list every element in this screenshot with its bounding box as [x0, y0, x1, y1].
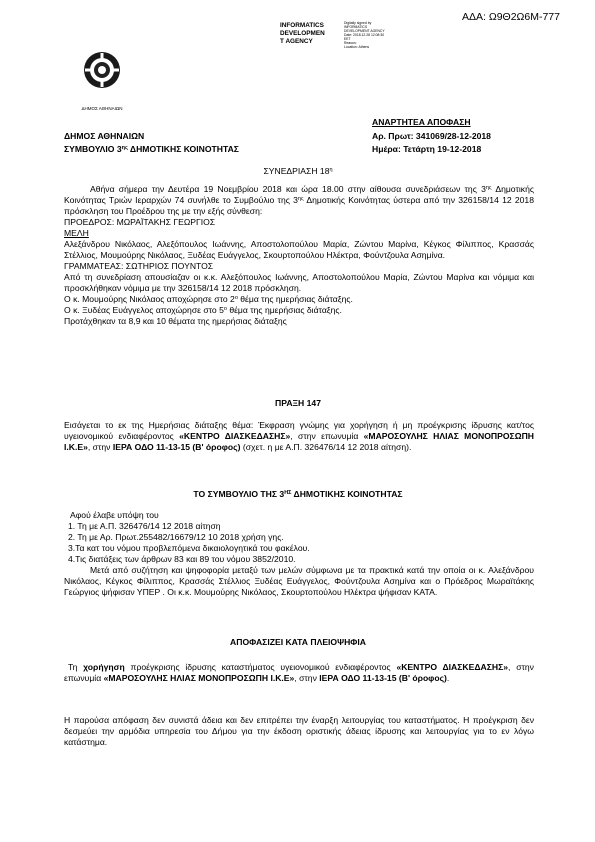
decision-text: , στην επωνυμία [64, 662, 534, 683]
intro-text: Αθήνα σήμερα την Δευτέρα 19 Νοεμβρίου 2018 και ώρα 18.00 στην αίθουσα συνεδριάσεων της 3 [90, 184, 486, 194]
issuer-municipality: ΔΗΜΟΣ ΑΘΗΝΑΙΩΝ [64, 131, 145, 141]
left-member-1 [64, 294, 534, 305]
document-date: Ημέρα: Τετάρτη 19-12-2018 [372, 144, 482, 154]
business-address: ΙΕΡΑ ΟΔΟ 11-13-15 (Β' όροφος) [319, 673, 447, 683]
absent-members: Από τη συνεδρίαση απουσίαζαν οι κ.κ. Αλεξόπουλος Ιωάννης, Αποστολοπούλου Μαρία, Ζώντου Μαρίνα και νόμιμα και προσκλήθηκαν νόμιμα με την 326158/14 12 2018 πρόσκληση. [64, 272, 534, 293]
decision-text: προέγκρισης ίδρυσης καταστήματος υγειονομικού ενδιαφέροντος [124, 662, 397, 672]
council-heading [64, 489, 532, 500]
signature-detail: Digitally signed by [344, 21, 372, 25]
signature-detail: Date: 2018.12.28 12:08:30 [344, 33, 385, 37]
subject-text: , στην [87, 442, 113, 452]
members-list: Αλεξάνδρου Νικόλαος, Αλεξόπουλος Ιωάννης, Αποστολοπούλου Μαρία, Ζώντου Μαρίνα, Κέγκος Φίλιππος, Κρασσάς Στέλλιος, Μουμούρης Νικόλαος, Ξυδέας Ευάγγελος, Σκουρτοπούλου Ηλέκτρα, Φούντζουλα Ασημίνα. [64, 239, 534, 260]
left-sup: ο [223, 306, 227, 312]
subject-text: Εισάγεται το εκ της Ημερήσιας διάταξης θέμα: Έκφραση γνώμης για χορήγηση ή μη προέγκρισης ίδρυσης κατ/τος υγειονομικού ενδιαφέροντος [64, 420, 534, 441]
consideration-item: 4.Τις διατάξεις των άρθρων 83 και 89 του νόμου 3852/2010. [68, 554, 296, 564]
left-text: Ο κ. Μουμούρης Νικόλαος αποχώρησε στο 2 [64, 294, 235, 304]
members-label: ΜΕΛΗ [64, 228, 89, 238]
ada-code: ΑΔΑ: Ω9Θ2Ω6Μ-777 [461, 11, 560, 23]
issuer-council-text: ΣΥΜΒΟΥΛΙΟ 3 [64, 144, 122, 154]
decision-heading: ΑΠΟΦΑΣΙΖΕΙ ΚΑΤΑ ΠΛΕΙΟΨΗΦΙΑ [230, 637, 366, 647]
consideration-item: 1. Τη με Α.Π. 326476/14 12 2018 αίτηση [68, 521, 221, 531]
left-text: Ο κ. Ξυδέας Ευάγγελος αποχώρησε στο 5 [64, 305, 224, 315]
digital-signature-details [344, 21, 424, 49]
meeting-intro [64, 184, 534, 327]
council-text: ΤΟ ΣΥΜΒΟΥΛΙΟ ΤΗΣ 3 [193, 489, 285, 499]
business-address: ΙΕΡΑ ΟΔΟ 11-13-15 (Β' όροφος) [112, 442, 241, 452]
agency-line: DEVELOPMEN [280, 30, 325, 37]
intro-sup: ης [485, 185, 492, 191]
intro-text: Δημοτικής Κοινότητας ύστερα από την 326158/14 12 2018 πρόσκληση του Προέδρου της με την εξής σύνθεση: [64, 195, 534, 216]
protocol-number: Αρ. Πρωτ: 341069/28-12-2018 [372, 131, 491, 141]
agenda-order: Προτάχθηκαν τα 8,9 και 10 θέματα της ημερήσιας διάταξης [64, 316, 287, 326]
issuer-council [64, 144, 324, 155]
signature-detail: DEVELOPMENT AGENCY [344, 29, 385, 33]
consideration-item: 3.Τα κατ του νόμου προβλεπόμενα δικαιολογητικά του φακέλου. [68, 543, 310, 553]
agency-line: INFORMATICS [280, 22, 324, 29]
session-label: ΣΥΝΕΔΡΙΑΣΗ 18 [263, 166, 330, 176]
considerations [64, 510, 534, 598]
subject-text: , στην επωνυμία [290, 431, 364, 441]
issuer-council-text: ΔΗΜΟΤΙΚΗΣ ΚΟΙΝΟΤΗΤΑΣ [127, 144, 239, 154]
president-line: ΠΡΟΕΔΡΟΣ: ΜΩΡΑΪΤΑΚΗΣ ΓΕΩΡΓΙΟΣ [64, 217, 216, 227]
decision-text: Τη [68, 662, 84, 672]
seal-caption: ΔΗΜΟΣ ΑΘΗΝΑΙΩΝ [81, 106, 123, 111]
left-member-2 [64, 305, 534, 316]
decision-grant: χορήγηση [83, 662, 125, 672]
signature-detail: Reason: [344, 41, 357, 45]
act-number: ΠΡΑΞΗ 147 [275, 398, 321, 408]
business-type: «ΚΕΝΤΡΟ ΔΙΑΣΚΕΔΑΣΗΣ» [396, 662, 509, 672]
decision-note: Η παρούσα απόφαση δεν συνιστά άδεια και δεν επιτρέπει την έναρξη λειτουργίας του καταστήματος. Η προέγκριση δεν δεσμεύει την αρμόδια υπηρεσία του Δήμου για την έκδοση οριστικής άδειας ίδρυσης και λειτουργίας για το εν λόγω κατάστημα. [64, 715, 534, 747]
business-type: «ΚΕΝΤΡΟ ΔΙΑΣΚΕΔΑΣΗΣ» [179, 431, 291, 441]
digital-signature-agency [280, 22, 342, 46]
session-number [64, 166, 532, 177]
session-sup: η [329, 167, 333, 173]
decision-paragraph [64, 662, 534, 684]
vote-paragraph: Μετά από συζήτηση και ψηφοφορία μεταξύ των μελών σύμφωνα με τα πρακτικά κατά την οποία οι κ. Αλεξάνδρου Νικόλαος, Κέγκος Φίλιππος, Κρασσάς Στέλλιος Ξυδέας Ευάγγελος, Φούντζουλα Ασημίνα και ο Πρόεδρος Μωραϊτάκης Γεώργιος ψήφισαν ΥΠΕΡ . Οι κ.κ. Μουμούρης Νικόλαος, Σκουρτοπούλου Ηλέκτρα ψήφισαν ΚΑΤΑ. [64, 565, 534, 597]
intro-sup: ης [297, 196, 304, 202]
decision-text: , στην [294, 673, 320, 683]
council-sup: ΗΣ [284, 490, 292, 496]
left-text: θέμα της ημερήσιας διάταξης. [226, 305, 342, 315]
issuer-council-sup: ης [121, 145, 128, 151]
signature-detail: Location: Athens [344, 45, 370, 49]
intro-text: Δημοτικής Κοινότητας Τριών Ιεραρχών 74 συνήλθε το Συμβούλιο της 3 [64, 184, 534, 205]
municipality-seal-icon [82, 50, 122, 96]
document-type: ΑΝΑΡΤΗΤΕΑ ΑΠΟΦΑΣΗ [372, 117, 471, 127]
left-text: θέμα της ημερήσιας διάταξης. [237, 294, 353, 304]
consideration-item: 2. Τη με Αρ. Πρωτ.255482/16679/12 10 2018 χρήση γης. [68, 532, 284, 542]
considerations-lead: Αφού έλαβε υπόψη του [70, 510, 159, 520]
intro-paragraph [64, 184, 534, 217]
company-name: «ΜΑΡΟΣΟΥΛΗΣ ΗΛΙΑΣ ΜΟΝΟΠΡΟΣΩΠΗ Ι.Κ.Ε» [64, 431, 534, 452]
council-text: ΔΗΜΟΤΙΚΗΣ ΚΟΙΝΟΤΗΤΑΣ [291, 489, 403, 499]
signature-detail: EET [344, 37, 351, 41]
signature-detail: INFORMATICS [344, 25, 368, 29]
decision-text: . [446, 673, 450, 683]
subject-text: (σχετ. η με Α.Π. 326476/14 12 2018 αίτηση). [240, 442, 412, 452]
left-sup: ο [234, 295, 238, 301]
secretary-line: ΓΡΑΜΜΑΤΕΑΣ: ΣΩΤΗΡΙΟΣ ΠΟΥΝΤΟΣ [64, 261, 214, 271]
company-name: «ΜΑΡΟΣΟΥΛΗΣ ΗΛΙΑΣ ΜΟΝΟΠΡΟΣΩΠΗ Ι.Κ.Ε» [103, 673, 295, 683]
agency-line: T AGENCY [280, 38, 313, 45]
subject-paragraph [64, 420, 534, 453]
